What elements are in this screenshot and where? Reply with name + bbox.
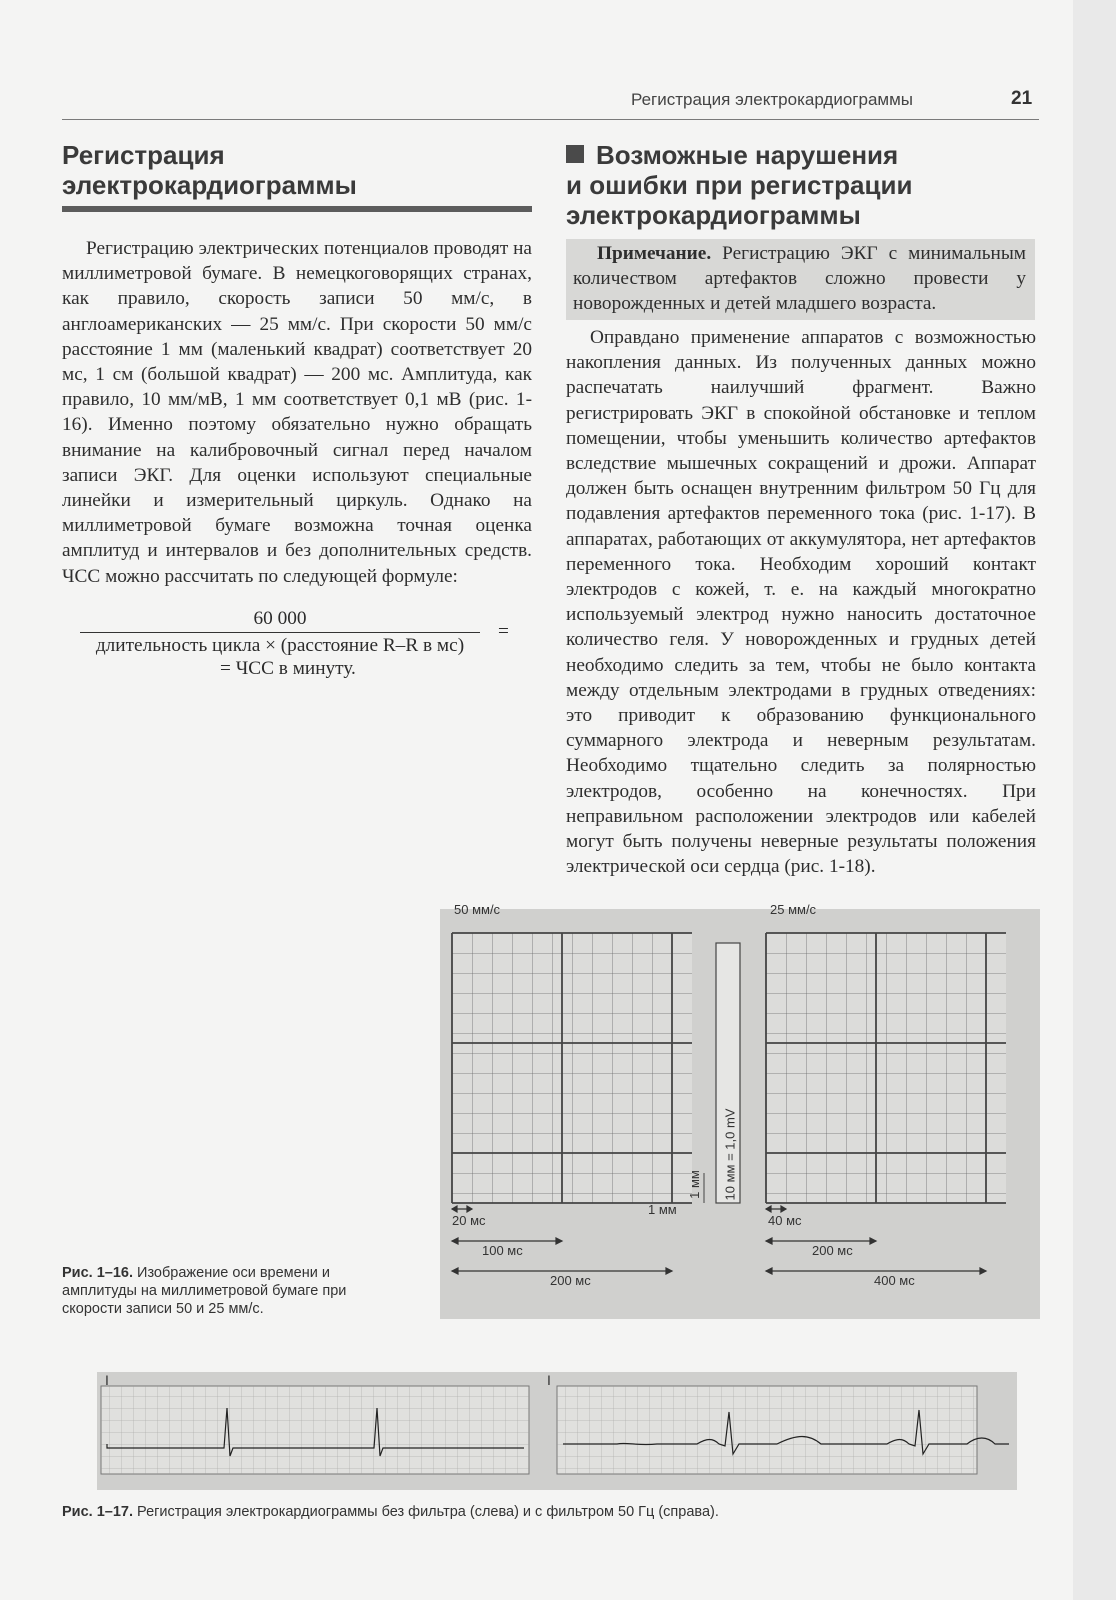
ecg-strips xyxy=(97,1372,1017,1490)
fraction-line xyxy=(80,632,480,633)
note-text: Регистрацию ЭКГ с минимальным количеством артефактов сложно провести у новорожденных и детей младшего возраста. xyxy=(573,243,1026,315)
speed-label-25: 25 мм/с xyxy=(770,902,817,917)
time-label-400ms: 400 мс xyxy=(874,1273,915,1288)
section-heading-errors xyxy=(566,140,1026,230)
section-heading-registration xyxy=(62,140,532,200)
heading-text: Возможные нарушения xyxy=(596,140,899,170)
formula-result: = ЧСС в минуту. xyxy=(220,658,356,679)
heading-bullet-square xyxy=(566,145,584,163)
caption-label: Рис. 1–17. xyxy=(62,1504,133,1520)
running-title: Регистрация электрокардиограммы xyxy=(630,90,913,109)
time-label-20ms: 20 мс xyxy=(452,1213,486,1228)
time-scale-arrows xyxy=(452,1206,986,1274)
heart-rate-formula xyxy=(80,607,520,681)
time-label-100ms: 100 мс xyxy=(482,1243,523,1258)
one-mm-vertical-label: 1 мм xyxy=(686,1170,702,1199)
time-label-200ms-left: 200 мс xyxy=(550,1273,591,1288)
speed-label-50: 50 мм/с xyxy=(454,902,501,917)
heading-line: электрокардиограммы xyxy=(566,200,861,230)
figure-1-17-caption xyxy=(62,1504,962,1520)
one-mm-horizontal-label: 1 мм xyxy=(648,1202,677,1217)
note-label: Примечание. xyxy=(597,243,712,264)
figure-1-16 xyxy=(440,902,1040,1319)
note-paragraph xyxy=(573,241,1026,317)
figure-1-17 xyxy=(97,1372,1017,1490)
figure-1-16-caption xyxy=(62,1264,407,1318)
caption-text: Изображение оси времени и амплитуды на миллиметровой бумаге при скорости записи 50 и 25 мм/с. xyxy=(62,1265,347,1317)
header-rule xyxy=(62,119,1039,120)
time-label-200ms-right: 200 мс xyxy=(812,1243,853,1258)
formula-equals: = xyxy=(498,621,509,642)
formula-denominator: длительность цикла × (расстояние R–R в мс) xyxy=(95,635,465,656)
left-paragraph: Регистрацию электрических потенциалов проводят на миллиметровой бумаге. В немецкоговорящих странах, как правило, скорость записи 50 мм/с, в англоамериканских — 25 мм/с. При скорости 50 мм/с расстояние 1 мм (маленький квадрат) соответствует 20 мс, 1 см (большой квадрат) — 200 мс. Амплитуда, как правило, 10 мм/мВ, 1 мм соответствует 0,1 мВ (рис. 1-16). Именно поэтому обязательно нужно обращать внимание на калибровочный сигнал перед началом записи ЭКГ. Для оценки используют специальные линейки и измерительный циркуль. Однако на миллиметровой бумаге возможна точная оценка амплитуд и интервалов и без дополнительных средств. ЧСС можно рассчитать по следующей формуле: xyxy=(62,238,532,587)
time-label-40ms: 40 мс xyxy=(768,1213,802,1228)
heading-line-1 xyxy=(566,140,1026,170)
formula-numerator: 60 000 xyxy=(253,608,307,629)
heading-line: электрокардиограммы xyxy=(62,170,357,200)
caption-label: Рис. 1–16. xyxy=(62,1265,133,1281)
heading-line: Регистрация xyxy=(62,140,225,170)
right-paragraph: Оправдано применение аппаратов с возможностью накопления данных. Из полученных данных можно распечатать наилучший фрагмент. Важно регистрировать ЭКГ в спокойной обстановке и теплом помещении, чтобы уменьшить количество артефактов вследствие мышечных сокращений и дрожи. Аппарат должен быть оснащен внутренним фильтром 50 Гц для подавления артефактов переменного тока (рис. 1-17). В аппаратах, работающих от аккумулятора, нет артефактов переменного тока. Необходим хороший контакт электродов с кожей, т. е. на каждый многократно используемый электрод нужно наносить достаточное количество геля. У новорожденных и грудных детей необходимо следить за тем, чтобы не было контакта между отдельным электродами в грудных отведениях: это приводит к образованию функционального суммарного электрода и неверным результатам. Необходимо тщательно следить за полярностью электродов, особенно на конечностях. При неправильном расположении электродов или кабелей могут быть получены неверные результаты положения электрической оси сердца (рис. 1-18). xyxy=(566,327,1036,878)
lead-label-right: I xyxy=(547,1372,551,1388)
heading-line: и ошибки при регистрации xyxy=(566,170,913,200)
caption-text: Регистрация электрокардиограммы без фильтра (слева) и с фильтром 50 Гц (справа). xyxy=(133,1504,719,1520)
heading-rule xyxy=(62,206,532,212)
page-number: 21 xyxy=(1011,88,1033,109)
note-box xyxy=(566,239,1035,320)
calibration-value-label: 10 мм = 1,0 mV xyxy=(722,1108,738,1201)
ecg-grid-diagram xyxy=(440,909,1040,1319)
lead-label-left: I xyxy=(105,1372,109,1388)
